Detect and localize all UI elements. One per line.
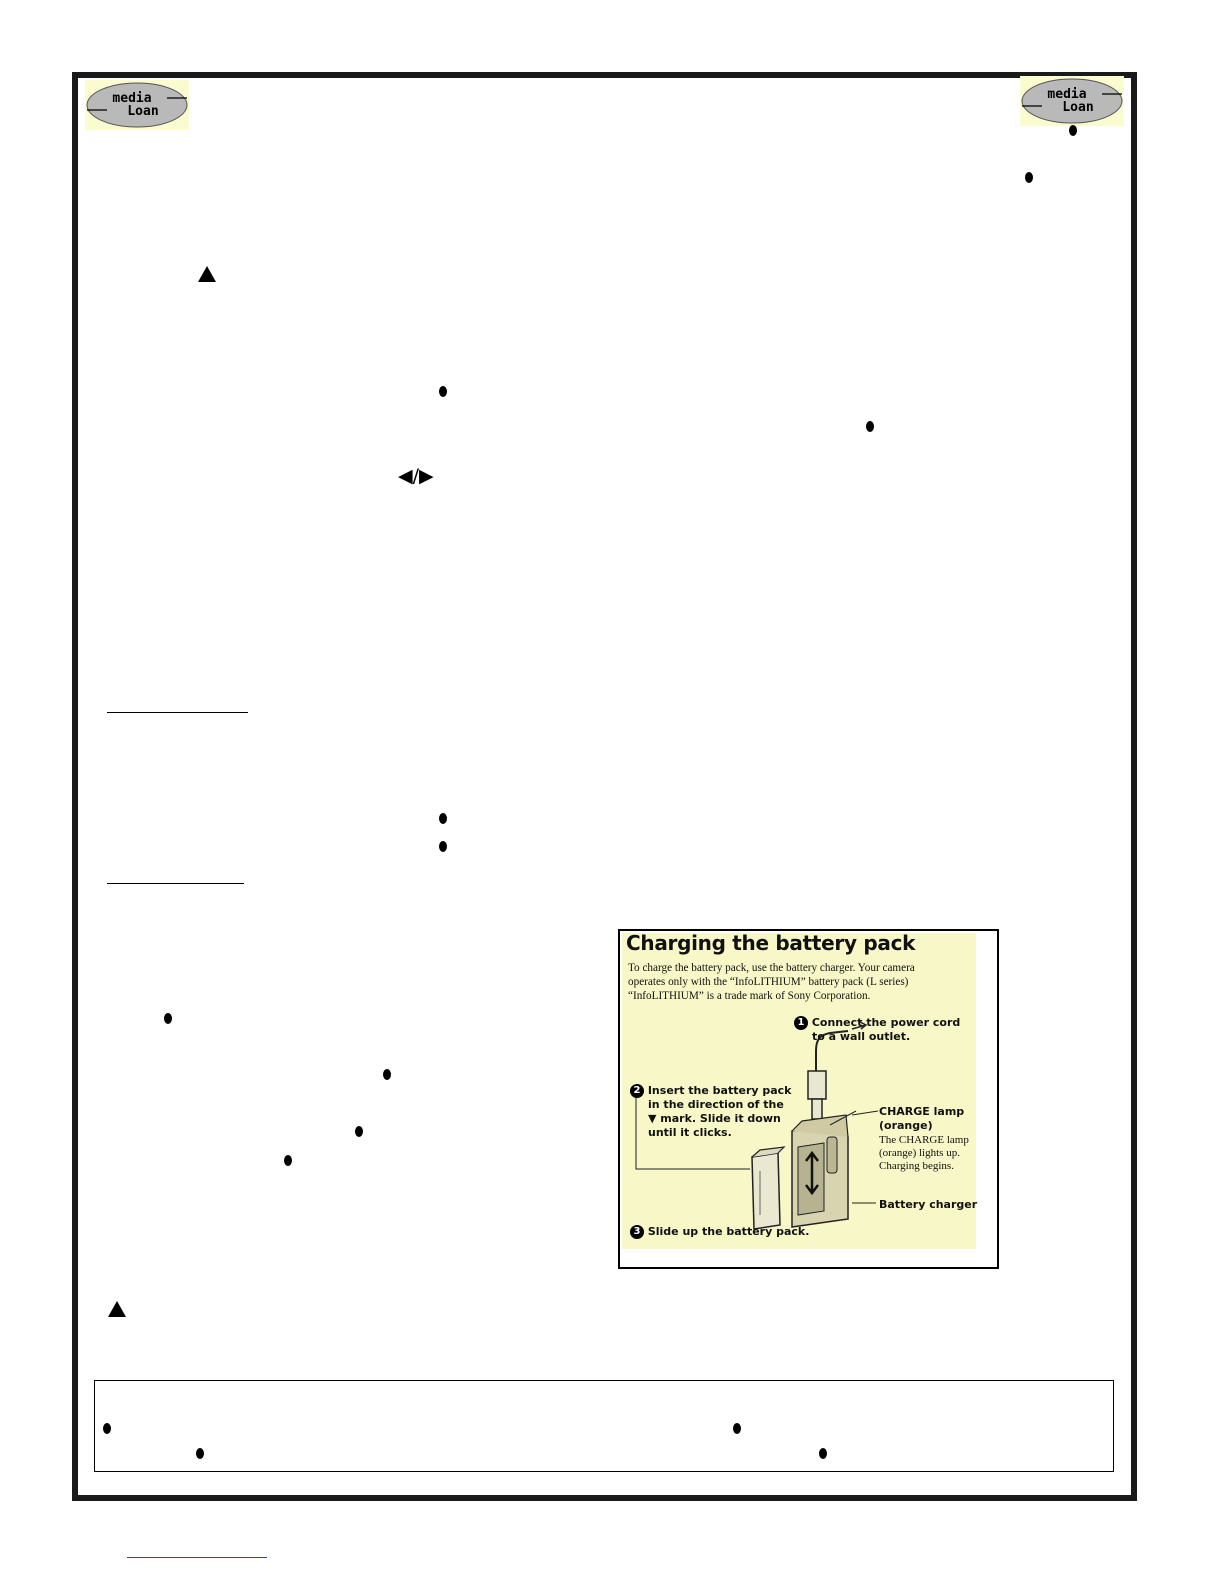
step-number-badge: 1 bbox=[794, 1016, 808, 1030]
footer-link[interactable] bbox=[127, 1557, 267, 1558]
bullet-icon bbox=[866, 421, 874, 432]
charge-lamp-description-line: Charging begins. bbox=[879, 1160, 954, 1172]
step-number-badge: 3 bbox=[630, 1225, 644, 1239]
bullet-icon bbox=[164, 1013, 172, 1024]
step-text: in the direction of the bbox=[648, 1098, 784, 1111]
step-text: until it clicks. bbox=[648, 1126, 732, 1139]
media-loan-logo-left bbox=[85, 80, 189, 130]
step-text: ▼ mark. Slide it down bbox=[648, 1112, 781, 1125]
step-text: Slide up the battery pack. bbox=[647, 1225, 810, 1238]
figure-intro-line: “InfoLITHIUM” is a trade mark of Sony Corporation. bbox=[628, 990, 871, 1002]
note-box bbox=[94, 1380, 1114, 1472]
page-frame bbox=[72, 72, 1137, 1501]
bullet-icon bbox=[439, 841, 447, 852]
bullet-icon bbox=[819, 1448, 827, 1459]
bullet-icon bbox=[439, 813, 447, 824]
logo-text-line2: Loan bbox=[1062, 100, 1094, 115]
bullet-icon bbox=[1069, 125, 1077, 136]
figure-intro bbox=[628, 961, 973, 1003]
bullet-icon bbox=[1025, 172, 1033, 183]
step-2 bbox=[630, 1084, 792, 1140]
bullet-icon bbox=[439, 386, 447, 397]
charge-lamp-heading bbox=[879, 1105, 964, 1133]
step-text: Insert the battery pack bbox=[647, 1084, 792, 1097]
charge-lamp-heading-line: (orange) bbox=[879, 1119, 933, 1132]
bullet-icon bbox=[733, 1423, 741, 1434]
step-1 bbox=[794, 1016, 960, 1044]
bullet-icon bbox=[355, 1126, 363, 1137]
left-right-arrows-icon: ◀/▶ bbox=[398, 465, 434, 487]
bullet-icon bbox=[284, 1155, 292, 1166]
charging-battery-figure bbox=[618, 929, 999, 1269]
charge-lamp-heading-line: CHARGE lamp bbox=[879, 1105, 965, 1118]
section-heading-underline bbox=[107, 712, 248, 713]
step-text: to a wall outlet. bbox=[812, 1030, 911, 1043]
bullet-icon bbox=[383, 1069, 391, 1080]
charge-lamp-description-line: The CHARGE lamp bbox=[879, 1134, 969, 1146]
figure-intro-line: operates only with the “InfoLITHIUM” battery pack (L series) bbox=[628, 976, 909, 988]
step-3 bbox=[630, 1225, 809, 1239]
charge-lamp-description bbox=[879, 1134, 969, 1173]
logo-text-line1: media bbox=[112, 91, 152, 106]
bullet-icon bbox=[196, 1448, 204, 1459]
figure-title: Charging the battery pack bbox=[626, 931, 916, 955]
media-loan-logo-right bbox=[1020, 76, 1124, 126]
step-number-badge: 2 bbox=[630, 1084, 644, 1098]
bullet-icon bbox=[103, 1423, 111, 1434]
up-triangle-icon bbox=[108, 1301, 126, 1317]
section-heading-underline bbox=[107, 883, 244, 884]
up-triangle-icon bbox=[198, 266, 216, 282]
logo-text-line1: media bbox=[1047, 87, 1087, 102]
figure-intro-line: To charge the battery pack, use the battery charger. Your camera bbox=[628, 962, 915, 974]
step-text: Connect the power cord bbox=[811, 1016, 961, 1029]
charge-lamp-description-line: (orange) lights up. bbox=[879, 1147, 960, 1159]
logo-text-line2: Loan bbox=[127, 104, 159, 119]
battery-charger-label: Battery charger bbox=[879, 1198, 978, 1211]
